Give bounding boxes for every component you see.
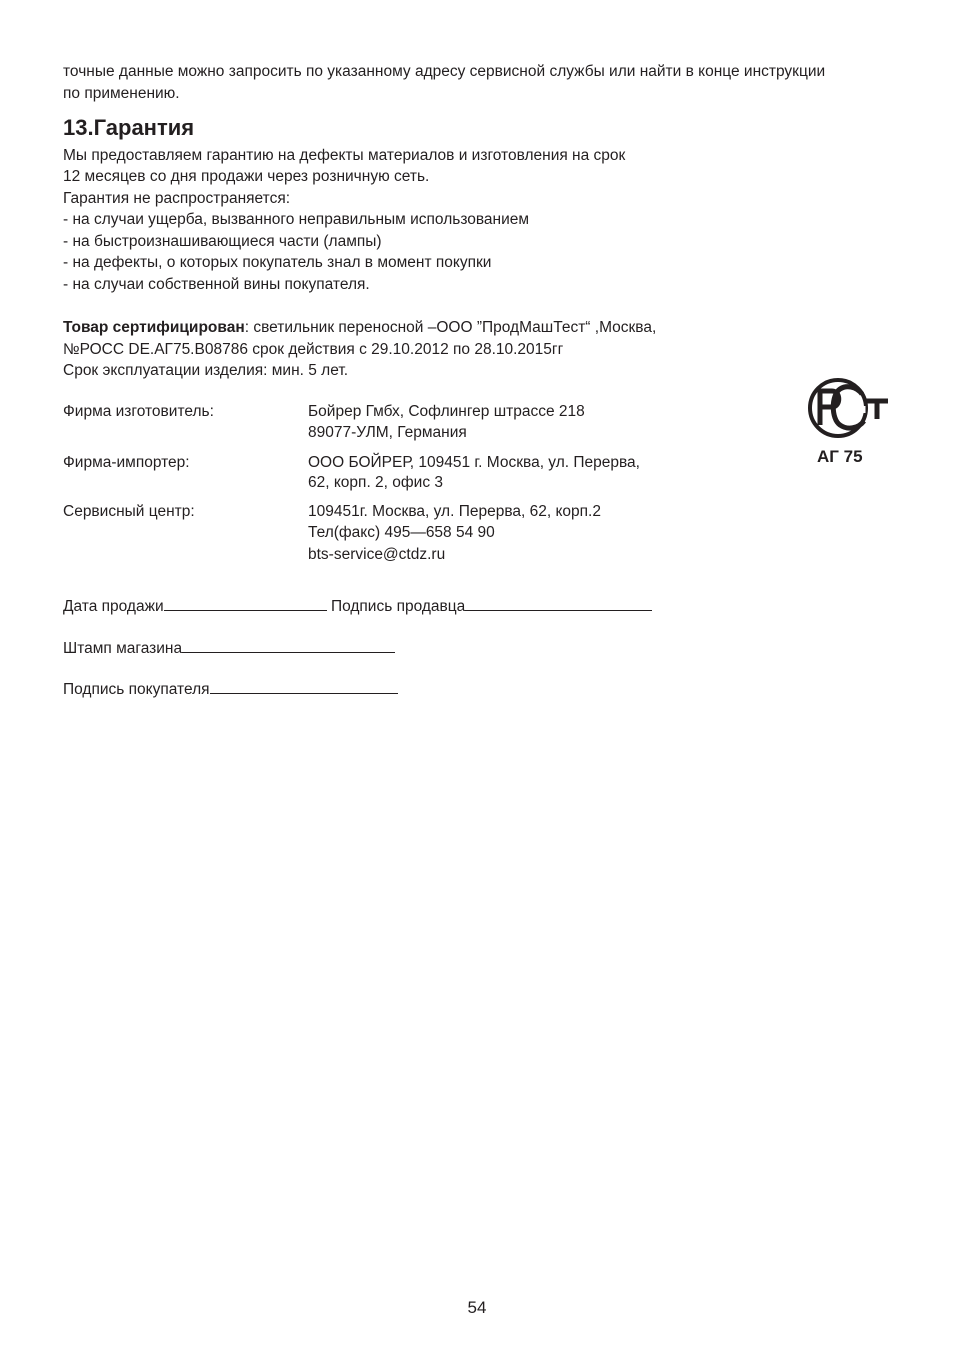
seller-signature-line — [465, 595, 652, 611]
warranty-exclusion-item: - на случаи собственной вины покупателя. — [63, 276, 370, 293]
cert-mark-code: АГ 75 — [817, 447, 863, 466]
intro-line-1: точные данные можно запросить по указанному адресу сервисной службы или найти в конце инструкции — [63, 63, 826, 80]
seller-signature-label: Подпись продавца — [330, 598, 466, 615]
sale-date-label: Дата продажи — [63, 598, 164, 615]
rst-certification-mark-icon — [806, 377, 890, 443]
certification-label: Товар сертифицирован — [63, 319, 245, 336]
manufacturer-address-line: 89077-УЛМ, Германия — [308, 424, 467, 441]
certification-line-2: №РОСС DE.АГ75.В08786 срок действия с 29.10.2012 по 28.10.2015гг — [63, 341, 564, 358]
warranty-text-line: 12 месяцев со дня продажи через розничную сеть. — [63, 168, 430, 185]
certification-line-1 — [63, 317, 656, 338]
stamp-row — [63, 637, 395, 659]
buyer-signature-label: Подпись покупателя — [63, 681, 210, 698]
service-center-email: bts-service@ctdz.ru — [308, 546, 446, 563]
service-center-address-line: 109451г. Москва, ул. Перерва, 62, корп.2 — [308, 503, 601, 520]
shop-stamp-line — [182, 637, 395, 653]
page-number: 54 — [467, 1298, 487, 1317]
warranty-exclusion-item: - на быстроизнашивающиеся части (лампы) — [63, 233, 382, 250]
warranty-exclusions-heading: Гарантия не распространяется: — [63, 190, 291, 207]
shop-stamp-label: Штамп магазина — [63, 640, 183, 657]
intro-line-2: по применению. — [63, 85, 180, 102]
warranty-exclusion-item: - на дефекты, о которых покупатель знал в момент покупки — [63, 254, 492, 271]
certification-text: : светильник переносной –ООО ”ПродМашТест“ ,Москва, — [244, 319, 657, 336]
manufacturer-label: Фирма изготовитель: — [63, 403, 214, 420]
section-heading-warranty: 13.Гарантия — [63, 115, 195, 140]
manufacturer-address-line: Бойрер Гмбх, Софлингер штрассе 218 — [308, 403, 585, 420]
importer-address-line: 62, корп. 2, офис 3 — [308, 474, 443, 491]
buyer-signature-row — [63, 678, 398, 700]
service-life-line: Срок эксплуатации изделия: мин. 5 лет. — [63, 362, 349, 379]
sale-date-line — [164, 595, 327, 611]
service-center-phone: Тел(факс) 495—658 54 90 — [308, 524, 495, 541]
warranty-exclusion-item: - на случаи ущерба, вызванного неправильным использованием — [63, 211, 530, 228]
importer-address-line: ООО БОЙРЕР, 109451 г. Москва, ул. Перерва, — [308, 454, 640, 471]
sale-signature-row — [63, 595, 652, 617]
service-center-label: Сервисный центр: — [63, 503, 195, 520]
warranty-text-line: Мы предоставляем гарантию на дефекты материалов и изготовления на срок — [63, 147, 626, 164]
buyer-signature-line — [210, 678, 398, 694]
importer-label: Фирма-импортер: — [63, 454, 190, 471]
